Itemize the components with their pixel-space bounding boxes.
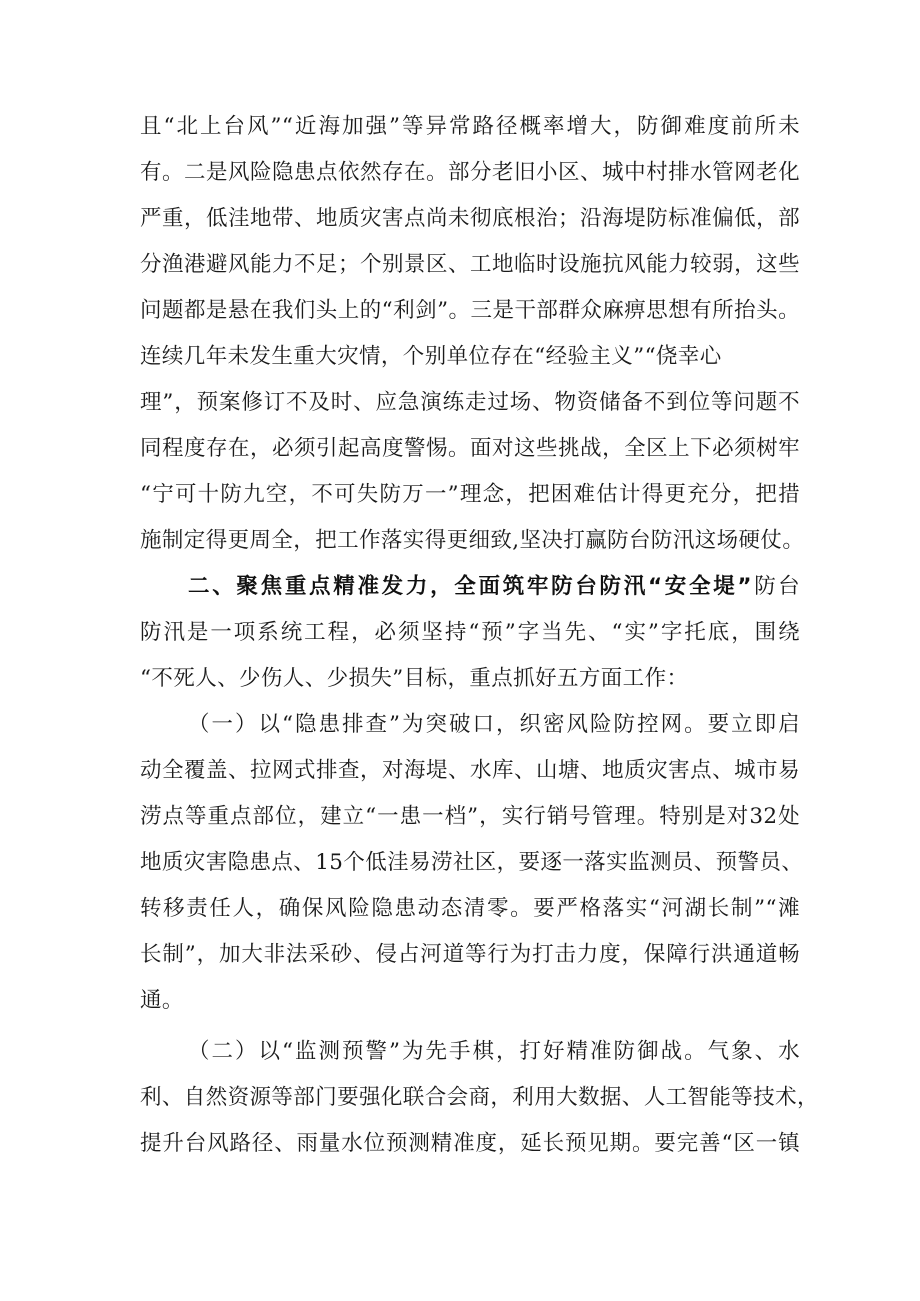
subsection-1-line-1: （一）以“隐患排查”为突破口，织密风险防控网。要立即启 [188, 712, 800, 737]
paragraph-1-line-2: 有。二是风险隐患点依然存在。部分老旧小区、城中村排水管网老化 [140, 160, 800, 185]
subsection-1-line-3: 涝点等重点部位，建立“一患一档”，实行销号管理。特别是对32处 [140, 804, 800, 829]
paragraph-1-line-1: 且“北上台风”“近海加强”等异常路径概率增大，防御难度前所未 [140, 114, 800, 139]
subsection-1-line-4: 地质灾害隐患点、15个低洼易涝社区，要逐一落实监测员、预警员、 [140, 850, 804, 875]
paragraph-1-line-3: 严重，低洼地带、地质灾害点尚未彻底根治；沿海堤防标准偏低，部 [140, 206, 800, 231]
subsection-1-line-6: 长制”，加大非法采砂、侵占河道等行为打击力度，保障行洪通道畅 [140, 942, 800, 967]
subsection-2-line-2: 利、自然资源等部门要强化联合会商，利用大数据、人工智能等技术， [140, 1085, 819, 1110]
subsection-1-line-5: 转移责任人，确保风险隐患动态清零。要严格落实“河湖长制”“滩 [140, 896, 800, 921]
paragraph-1-line-7: 理”，预案修订不及时、应急演练走过场、物资储备不到位等问题不 [140, 390, 800, 415]
paragraph-1-line-6: 连续几年未发生重大灾情，个别单位存在“经验主义”“侥幸心 [140, 344, 722, 369]
subsection-2-line-3: 提升台风路径、雨量水位预测精准度，延长预见期。要完善“区一镇 [140, 1131, 800, 1156]
section-2-heading-tail: 防台 [752, 574, 800, 599]
subsection-1-line-7: 通。 [140, 988, 184, 1013]
section-2-line-2: “不死人、少伤人、少损失”目标，重点抓好五方面工作： [140, 666, 689, 691]
paragraph-1-line-4: 分渔港避风能力不足；个别景区、工地临时设施抗风能力较弱，这些 [140, 252, 800, 277]
paragraph-1-line-10: 施制定得更周全，把工作落实得更细致,坚决打赢防台防汛这场硬仗。 [140, 528, 805, 553]
paragraph-1-line-5: 问题都是悬在我们头上的“利剑”。三是干部群众麻痹思想有所抬头。 [140, 298, 800, 323]
subsection-1-line-2: 动全覆盖、拉网式排查，对海堤、水库、山塘、地质灾害点、城市易 [140, 758, 800, 783]
paragraph-1-line-8: 同程度存在，必须引起高度警惕。面对这些挑战，全区上下必须树牢 [140, 436, 800, 461]
subsection-2-line-1: （二）以“监测预警”为先手棋，打好精准防御战。气象、水 [188, 1039, 800, 1064]
paragraph-1-line-9: “宁可十防九空，不可失防万一”理念，把困难估计得更充分，把措 [140, 482, 800, 507]
section-2-heading-line [188, 572, 800, 602]
section-2-line-1: 防汛是一项系统工程，必须坚持“预”字当先、“实”字托底，围绕 [140, 620, 800, 645]
section-2-heading: 二、聚焦重点精准发力，全面筑牢防台防汛“安全堤” [188, 574, 753, 599]
